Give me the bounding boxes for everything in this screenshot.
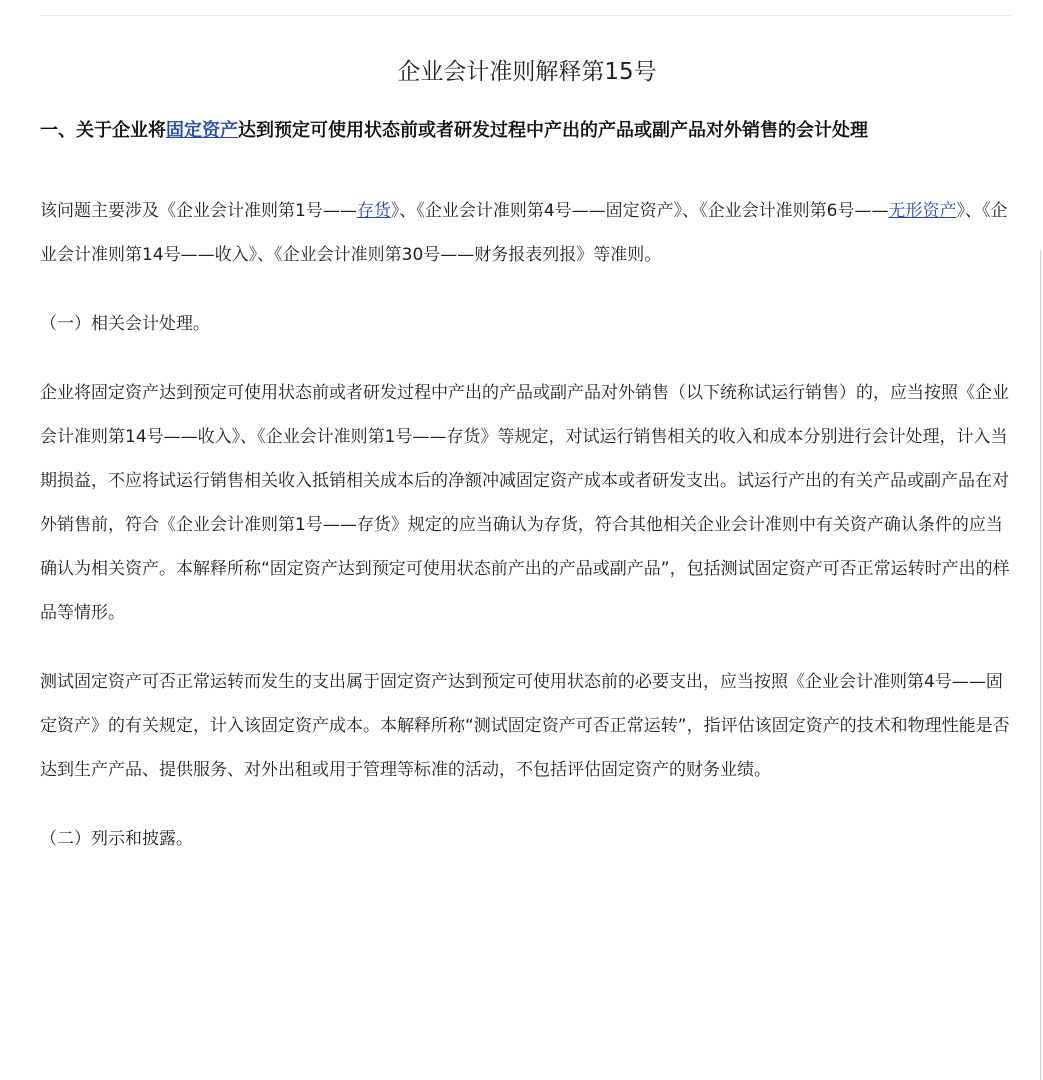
section-heading-prefix: 一、关于企业将 [40,120,166,141]
page-title: 企业会计准则解释第15号 [397,59,657,85]
link-inventory[interactable]: 存货 [356,201,391,221]
subsection-heading-accounting: （一）相关会计处理。 [40,314,210,334]
top-divider [40,15,1012,16]
intro-text-1: 该问题主要涉及《企业会计准则第1号—— [40,201,357,221]
section-heading-suffix: 达到预定可使用状态前或者研发过程中产出的产品或副产品对外销售的会计处理 [238,120,868,141]
paragraph-testing-costs: 测试固定资产可否正常运转而发生的支出属于固定资产达到预定可使用状态前的必要支出，应当按照《企业会计准则第4号——固定资产》的有关规定，计入该固定资产成本。本解释所称“测试固定资产可否正常运转”，指评估该固定资产的技术和物理性能是否达到生产产品、提供服务、对外出租或用于管理等标准的活动，不包括评估固定资产的财务业绩。 [40,672,1010,780]
intro-text-2: 》、《企业会计准则第4号——固定资产》、《企业会计准则第6号—— [390,201,889,221]
link-intangible-assets[interactable]: 无形资产 [888,201,957,221]
link-fixed-assets[interactable]: 固定资产 [166,120,238,141]
subsection-heading-disclosure: （二）列示和披露。 [40,829,193,849]
scrollbar-edge [1040,250,1041,1080]
article-body [40,48,1014,861]
section-heading [40,109,1014,153]
paragraph-trial-sales: 企业将固定资产达到预定可使用状态前或者研发过程中产出的产品或副产品对外销售（以下统称试运行销售）的，应当按照《企业会计准则第14号——收入》、《企业会计准则第1号——存货》等规定，对试运行销售相关的收入和成本分别进行会计处理，计入当期损益，不应将试运行销售相关收入抵销相关成本后的净额冲减固定资产成本或者研发支出。试运行产出的有关产品或副产品在对外销售前，符合《企业会计准则第1号——存货》规定的应当确认为存货，符合其他相关企业会计准则中有关资产确认条件的应当确认为相关资产。本解释所称“固定资产达到预定可使用状态前产出的产品或副产品”，包括测试固定资产可否正常运转时产出的样品等情形。 [40,383,1010,623]
intro-text-3: 》、《企业会计准则第14号——收入》、《企业会计准则第30号——财务报表列报》等准则。 [40,201,1008,265]
intro-paragraph [40,189,1014,277]
